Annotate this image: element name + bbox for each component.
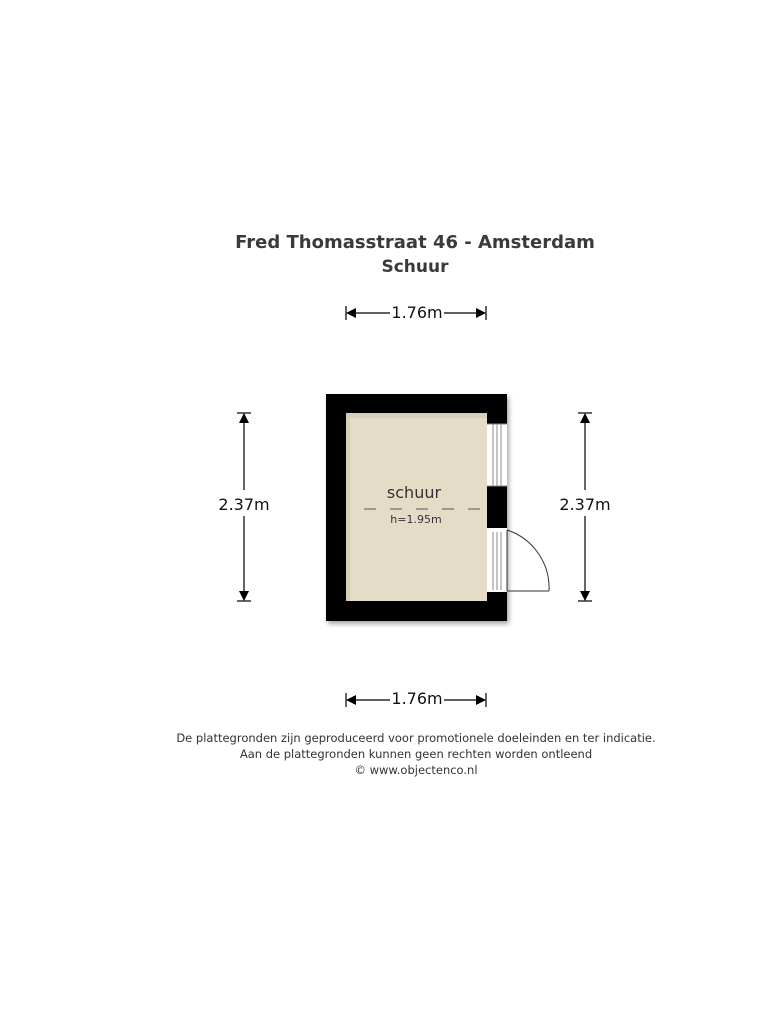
dimension-left-label: 2.37m [218,495,270,514]
disclaimer-line-1: De plattegronden zijn geproduceerd voor promotionele doeleinden en ter indicatie. [176,731,656,745]
door [487,528,549,592]
plan-title: Fred Thomasstraat 46 - Amsterdam [235,232,595,253]
dimension-bottom-label: 1.76m [391,689,443,708]
dimension-right-label: 2.37m [559,495,611,514]
dimension-top [346,303,486,322]
plan-subtitle: Schuur [381,257,449,277]
dimension-top-label: 1.76m [391,303,443,322]
window [487,424,507,486]
dimension-bottom [346,689,486,708]
copyright: © www.objectenco.nl [354,763,478,777]
dimension-right [559,413,610,601]
disclaimer-line-2: Aan de plattegronden kunnen geen rechten worden ontleend [239,747,593,761]
room-height: h=1.95m [390,513,442,526]
room-floor [346,413,487,601]
room-name: schuur [386,483,442,502]
dimension-left [218,413,269,601]
